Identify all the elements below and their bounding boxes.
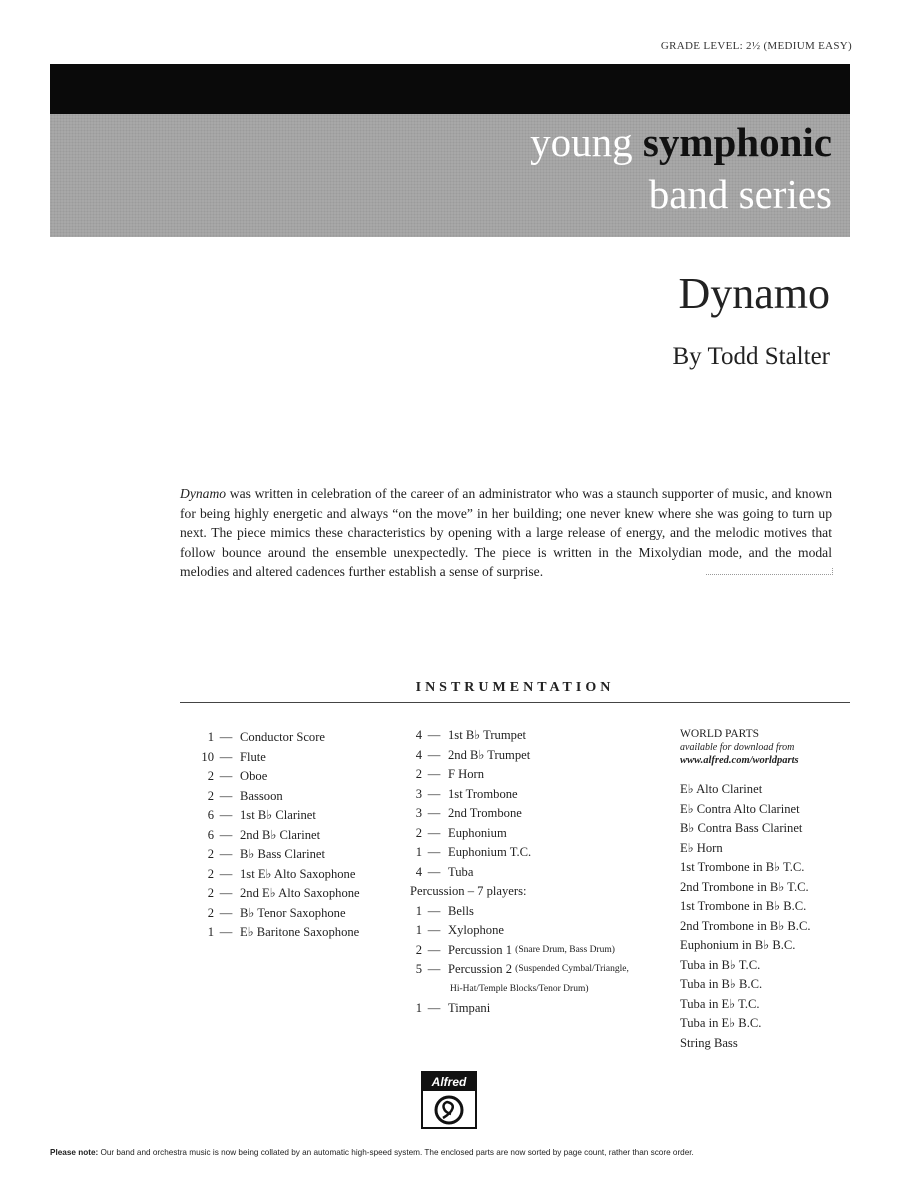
part-name: 1st B♭ Clarinet: [240, 808, 316, 822]
list-item: 2nd Trombone in B♭ T.C.: [680, 879, 809, 894]
list-item: [180, 904, 360, 924]
percussion-heading: Percussion – 7 players:: [410, 884, 527, 898]
part-name: Percussion 1: [448, 942, 513, 957]
part-name: Bells: [448, 903, 474, 918]
part-name: B♭ Tenor Saxophone: [240, 905, 346, 920]
part-quantity: 10: [201, 749, 214, 764]
part-quantity: 3: [415, 786, 422, 801]
part-name: B♭ Bass Clarinet: [240, 847, 325, 861]
list-item: E♭ Alto Clarinet: [680, 782, 763, 796]
dash: —: [427, 962, 441, 976]
part-quantity: 2: [207, 847, 214, 861]
logo-wordmark: Alfred: [423, 1073, 475, 1091]
list-item-continued: [410, 980, 629, 1000]
dash: —: [427, 923, 441, 937]
part-quantity: 5: [415, 962, 422, 976]
part-note: Hi-Hat/Temple Blocks/Tenor Drum): [450, 983, 589, 994]
part-name: 2nd E♭ Alto Saxophone: [240, 886, 360, 900]
dash: —: [427, 1001, 441, 1015]
part-name: E♭ Baritone Saxophone: [240, 925, 360, 939]
list-item: Tuba in E♭ B.C.: [680, 1016, 762, 1030]
list-item: B♭ Contra Bass Clarinet: [680, 821, 803, 835]
part-quantity: 1: [415, 845, 422, 859]
part-quantity: 1: [415, 903, 422, 918]
dash: —: [427, 903, 441, 918]
dash: —: [219, 769, 233, 783]
world-parts-note: available for download from: [680, 742, 795, 753]
part-name: 2nd B♭ Trumpet: [448, 747, 531, 762]
program-notes-text: was written in celebration of the career of an administrator who was a staunch supporter of music, and known for being highly energetic and always “on the move” in her building; one never knew where she was going to turn up next. The piece mimics these characteristics by opening with a large release of energy, and the melodic motives that follow bounce around the ensemble unexpectedly. The piece is written in the Mixolydian mode, and the modal melodies and altered cadences further establish a sense of surprise.: [180, 486, 832, 579]
footer-note-label: Please note:: [50, 1148, 99, 1157]
series-young: young: [530, 119, 633, 165]
part-quantity: 2: [207, 905, 214, 920]
dash: —: [219, 827, 233, 842]
part-name: Conductor Score: [240, 730, 325, 744]
piece-title: Dynamo: [678, 269, 830, 318]
list-item: Tuba in E♭ T.C.: [680, 996, 760, 1011]
dash: —: [427, 942, 441, 957]
part-name: F Horn: [448, 767, 485, 781]
world-parts-heading: WORLD PARTS: [680, 728, 760, 740]
part-name: Tuba: [448, 864, 474, 879]
list-item: [410, 843, 629, 863]
list-item: [180, 845, 360, 865]
dash: —: [219, 866, 233, 881]
footer-note: [50, 1148, 870, 1157]
series-title-line1: [530, 118, 832, 166]
list-item: 2nd Trombone in B♭ B.C.: [680, 918, 811, 933]
part-name: Xylophone: [448, 923, 504, 937]
part-quantity: 2: [207, 866, 214, 881]
part-quantity: 4: [415, 864, 422, 879]
part-quantity: 4: [415, 728, 422, 742]
part-name: 1st E♭ Alto Saxophone: [240, 866, 356, 881]
instrument-list-brass-percussion: [410, 726, 629, 1019]
dash: —: [427, 806, 441, 820]
part-quantity: 6: [207, 808, 214, 822]
part-name: Euphonium: [448, 825, 507, 840]
list-item: [180, 767, 360, 787]
list-item: E♭ Contra Alto Clarinet: [680, 801, 800, 816]
dash: —: [219, 788, 233, 803]
series-symphonic: symphonic: [642, 119, 832, 165]
composer-byline: By Todd Stalter: [672, 343, 830, 370]
dash: —: [427, 747, 441, 762]
list-item: [410, 902, 629, 922]
list-item: [410, 746, 629, 766]
dash: —: [219, 886, 233, 900]
dash: —: [219, 847, 233, 861]
dash: —: [427, 767, 441, 781]
dash: —: [427, 864, 441, 879]
list-item: [410, 999, 629, 1019]
series-title-line2: band series: [648, 171, 832, 217]
instrumentation-heading: INSTRUMENTATION: [415, 680, 615, 695]
list-item: [180, 826, 360, 846]
list-item: Tuba in B♭ T.C.: [680, 957, 761, 972]
list-item: [410, 824, 629, 844]
header-black-bar: [50, 64, 850, 114]
list-item: [410, 785, 629, 805]
list-item: [180, 923, 360, 943]
part-quantity: 1: [415, 923, 422, 937]
part-quantity: 2: [207, 886, 214, 900]
grade-level: GRADE LEVEL: 2½ (MEDIUM EASY): [660, 40, 852, 52]
list-item: E♭ Horn: [680, 840, 723, 855]
list-item: String Bass: [680, 1035, 738, 1050]
list-item: [180, 748, 360, 768]
list-item: [180, 728, 360, 748]
list-item: [410, 941, 629, 961]
part-note: (Snare Drum, Bass Drum): [515, 944, 615, 955]
part-name: 1st B♭ Trumpet: [448, 728, 527, 742]
world-parts-link[interactable]: www.alfred.com/worldparts: [680, 755, 799, 766]
part-quantity: 6: [207, 827, 214, 842]
part-name: 2nd B♭ Clarinet: [240, 827, 321, 842]
list-item: [410, 863, 629, 883]
dash: —: [219, 730, 233, 744]
part-name: 2nd Trombone: [448, 806, 522, 820]
publisher-logo: [421, 1071, 477, 1129]
list-item: Tuba in B♭ B.C.: [680, 977, 763, 991]
part-name: 1st Trombone: [448, 786, 518, 801]
world-parts-list: [680, 727, 811, 1053]
instrument-list-woodwinds: [180, 728, 360, 943]
part-name: Euphonium T.C.: [448, 845, 532, 859]
list-item: [410, 960, 629, 980]
part-name: Oboe: [240, 769, 268, 783]
program-notes: [180, 484, 832, 582]
list-item: [410, 765, 629, 785]
dash: —: [219, 749, 233, 764]
dash: —: [427, 728, 441, 742]
dash: —: [427, 786, 441, 801]
part-quantity: 2: [207, 769, 214, 783]
list-item: [410, 726, 629, 746]
list-item: Euphonium in B♭ B.C.: [680, 938, 796, 952]
list-item: [410, 921, 629, 941]
list-item: [410, 804, 629, 824]
part-quantity: 4: [415, 747, 422, 762]
part-name: Flute: [240, 749, 266, 764]
list-item: [180, 806, 360, 826]
footer-note-text: Our band and orchestra music is now being collated by an automatic high-speed system. The enclosed parts are now sorted by page count, rather than score order.: [98, 1148, 694, 1157]
list-item: [180, 884, 360, 904]
part-quantity: 1: [207, 730, 214, 744]
dash: —: [219, 808, 233, 822]
dash: —: [427, 845, 441, 859]
part-quantity: 3: [415, 806, 422, 820]
list-item: 1st Trombone in B♭ T.C.: [680, 860, 805, 874]
part-quantity: 2: [207, 788, 214, 803]
list-item: [180, 787, 360, 807]
dash: —: [427, 825, 441, 840]
part-name: Percussion 2: [448, 962, 513, 976]
dotted-frame: [706, 568, 833, 575]
part-quantity: 2: [415, 767, 422, 781]
list-item: 1st Trombone in B♭ B.C.: [680, 899, 807, 913]
part-quantity: 2: [415, 825, 422, 840]
part-name: Bassoon: [240, 788, 283, 803]
list-item: [180, 865, 360, 885]
part-quantity: 1: [415, 1001, 422, 1015]
part-name: Timpani: [448, 1001, 491, 1015]
dash: —: [219, 925, 233, 939]
treble-clef-icon: [431, 1094, 467, 1126]
dash: —: [219, 905, 233, 920]
part-quantity: 2: [415, 942, 422, 957]
part-note: (Suspended Cymbal/Triangle,: [515, 964, 629, 974]
heading-rule: [180, 702, 850, 703]
part-quantity: 1: [207, 925, 214, 939]
program-notes-lead: Dynamo: [180, 486, 227, 501]
